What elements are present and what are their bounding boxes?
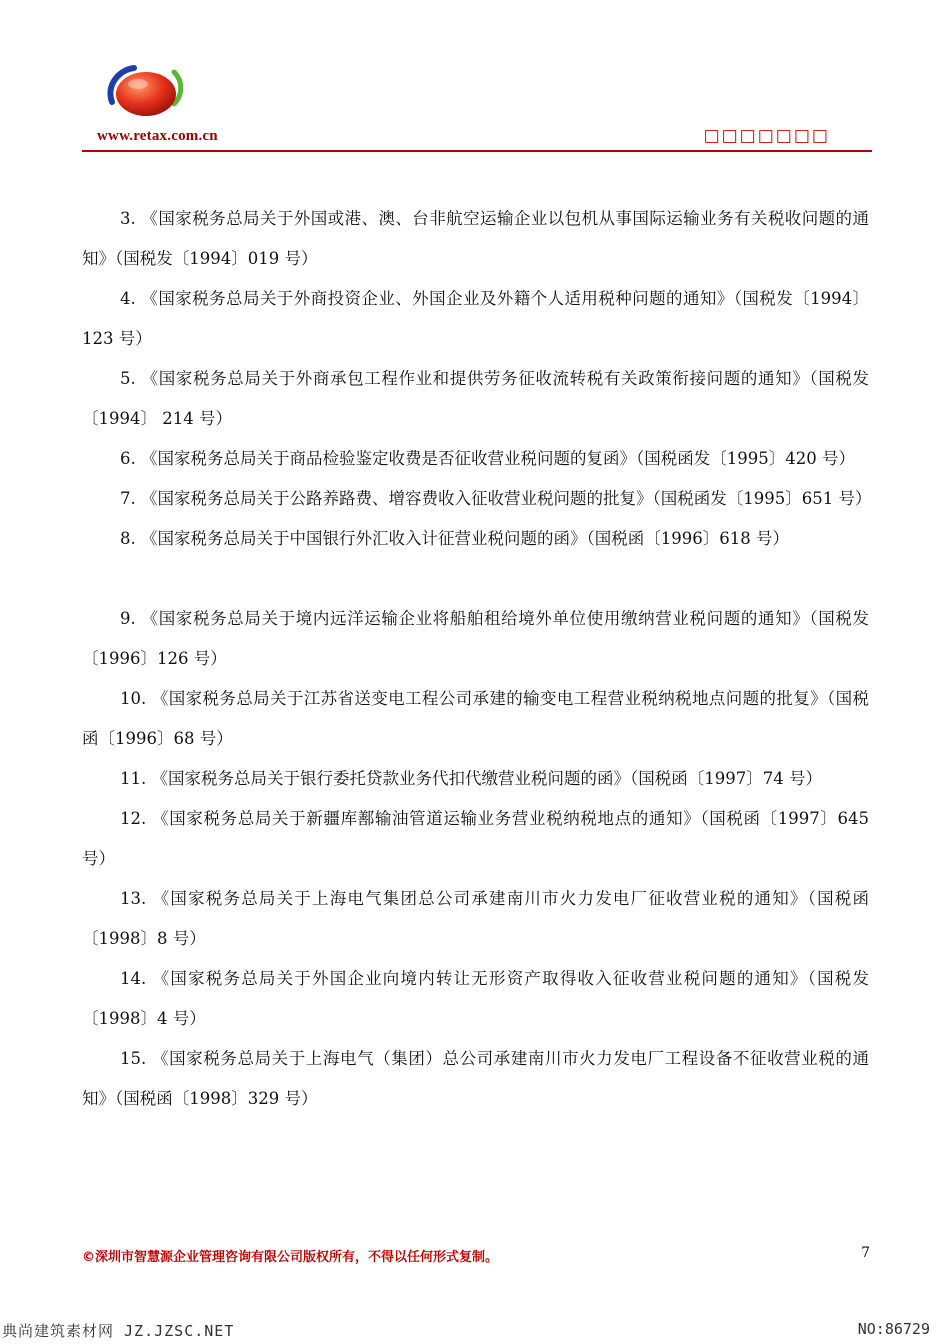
- list-item: 12. 《国家税务总局关于新疆库鄯输油管道运输业务营业税纳税地点的通知》（国税函〔1997〕645 号）: [82, 809, 869, 868]
- copyright-notice: ©深圳市智慧源企业管理咨询有限公司版权所有，不得以任何形式复制。: [82, 1250, 499, 1265]
- retax-logo-icon: [104, 62, 186, 122]
- page-number: 7: [861, 1245, 870, 1261]
- list-item: 4. 《国家税务总局关于外商投资企业、外国企业及外籍个人适用税种问题的通知》（国税发〔1994〕123 号）: [82, 289, 869, 348]
- watermark-site: 典尚建筑素材网 JZ.JZSC.NET: [2, 1322, 235, 1340]
- site-url: www.retax.com.cn: [97, 128, 218, 144]
- list-item: 10. 《国家税务总局关于江苏省送变电工程公司承建的输变电工程营业税纳税地点问题的批复》（国税函〔1996〕68 号）: [82, 689, 869, 748]
- watermark-id: NO:86729: [857, 1320, 930, 1338]
- list-item: 13. 《国家税务总局关于上海电气集团总公司承建南川市火力发电厂征收营业税的通知》（国税函〔1998〕8 号）: [82, 889, 869, 948]
- list-item: 8. 《国家税务总局关于中国银行外汇收入计征营业税问题的函》（国税函〔1996〕618 号）: [120, 529, 789, 548]
- list-item: 7. 《国家税务总局关于公路养路费、增容费收入征收营业税问题的批复》（国税函发〔1995〕651 号）: [120, 489, 872, 508]
- paragraph-gap: [82, 559, 869, 599]
- list-item: 11. 《国家税务总局关于银行委托贷款业务代扣代缴营业税问题的函》（国税函〔1997〕74 号）: [120, 769, 822, 788]
- header-title: □□□□□□□: [703, 126, 830, 146]
- list-item: 15. 《国家税务总局关于上海电气（集团）总公司承建南川市火力发电厂工程设备不征收营业税的通知》（国税函〔1998〕329 号）: [82, 1049, 869, 1108]
- list-item: 14. 《国家税务总局关于外国企业向境内转让无形资产取得收入征收营业税问题的通知》（国税发〔1998〕4 号）: [82, 969, 869, 1028]
- document-body: [82, 199, 872, 1119]
- list-item: 9. 《国家税务总局关于境内远洋运输企业将船舶租给境外单位使用缴纳营业税问题的通知》（国税发〔1996〕126 号）: [82, 609, 869, 668]
- list-item: 3. 《国家税务总局关于外国或港、澳、台非航空运输企业以包机从事国际运输业务有关税收问题的通知》（国税发〔1994〕019 号）: [82, 209, 869, 268]
- list-item: 5. 《国家税务总局关于外商承包工程作业和提供劳务征收流转税有关政策衔接问题的通知》（国税发〔1994〕 214 号）: [82, 369, 869, 428]
- list-item: 6. 《国家税务总局关于商品检验鉴定收费是否征收营业税问题的复函》（国税函发〔1995〕420 号）: [120, 449, 855, 468]
- header-divider: [82, 150, 872, 152]
